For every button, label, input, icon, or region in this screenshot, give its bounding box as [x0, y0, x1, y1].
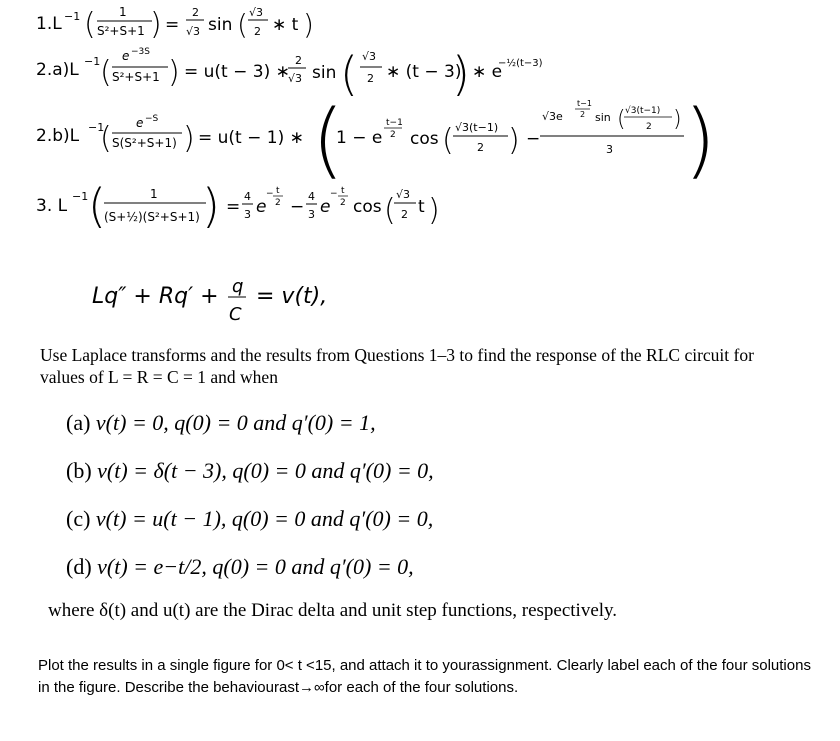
eq2a-arg-rparen: ) — [452, 47, 470, 101]
case-b-text: v(t) = δ(t − 3), q(0) = 0 and q′(0) = 0, — [97, 458, 434, 483]
case-c-label: (c) — [66, 506, 91, 531]
eq1-arg-num: √3 — [249, 6, 264, 19]
assignment-instructions: Plot the results in a single figure for 0< t <15, and attach it to yourassignment. Clearly label each of the four solutions in the figure. Describe the behaviourast→∞for each of the four solutions. — [38, 657, 811, 696]
case-a-label: (a) — [66, 410, 91, 435]
eq3-arg-rest: t — [418, 197, 425, 217]
eq2b-cos-arg-num: √3(t−1) — [455, 121, 499, 134]
eq2b-cos-arg-den: 2 — [477, 141, 484, 154]
eq3-e1: e — [256, 197, 267, 217]
eq2b-cos: cos — [410, 129, 439, 149]
ode-rhs: = v(t), — [256, 284, 328, 309]
eq2a-num-e: e — [122, 49, 130, 63]
eq2a-num-exp: −3S — [131, 47, 150, 57]
eq2a-arg-num: √3 — [362, 50, 377, 63]
eq2b-rparen: ) — [183, 121, 195, 156]
eq1-sin: sin — [208, 15, 233, 35]
case-b-label: (b) — [66, 458, 92, 483]
eq3-rparen: ) — [202, 179, 220, 233]
eq2b-cos-lparen: ( — [442, 123, 454, 158]
eq3-lparen: ( — [88, 179, 106, 233]
eq2b-frac-sin-arg-num: √3(t−1) — [625, 106, 661, 116]
eq2b-one-minus-e: 1 − e — [336, 128, 383, 148]
definitions-note: where δ(t) and u(t) are the Dirac delta and unit step functions, respectively. — [48, 600, 618, 621]
eq3-e1-exp-den: 2 — [275, 198, 281, 208]
eq2b-exp-den: 2 — [390, 130, 396, 140]
ode-equation — [0, 0, 840, 340]
eq3-e2-exp-num: t — [341, 186, 345, 196]
eq3-arg-lparen: ( — [384, 193, 396, 228]
case-c-text: v(t) = u(t − 1), q(0) = 0 and q′(0) = 0, — [95, 506, 434, 531]
eq3-c2-num: 4 — [308, 190, 315, 203]
case-a-text: v(t) = 0, q(0) = 0 and q′(0) = 1, — [95, 410, 376, 435]
case-b — [66, 458, 434, 484]
eq1-denominator: S²+S+1 — [97, 24, 145, 38]
eq2a-arg-rest: ∗ (t − 3) — [386, 62, 462, 82]
eq2b-minus: − — [526, 129, 541, 149]
eq2a-lparen: ( — [100, 55, 112, 90]
eq2b-inverse-sup: −1 — [88, 121, 105, 134]
eq2b-step: = u(t − 1) ∗ — [198, 128, 304, 148]
eq2a-arg-lparen: ( — [340, 47, 358, 101]
eq1-arg-den: 2 — [254, 25, 261, 38]
eq1-rparen: ) — [150, 7, 162, 42]
eq1-coef-den: √3 — [186, 25, 201, 38]
eq2b-frac-sin-rparen: ) — [673, 107, 682, 132]
eq2b-big-lparen: ( — [312, 93, 344, 188]
eq3-c1-den: 3 — [244, 208, 251, 221]
eq1-arg-rparen: ) — [303, 8, 314, 41]
case-d — [66, 554, 414, 580]
case-c — [66, 506, 433, 532]
eq2a-coef-num: 2 — [295, 54, 302, 67]
eq2a-tail-e: ∗ e — [472, 62, 503, 82]
eq3-e2-exp-minus: − — [330, 189, 338, 199]
problem-intro: Use Laplace transforms and the results from Questions 1–3 to find the response of the RLC circuit for values of L = R = C = 1 and when — [40, 345, 754, 387]
eq1-label: 1.L — [36, 14, 62, 34]
eq1-lparen: ( — [84, 7, 96, 42]
eq3-e1-exp-minus: − — [266, 189, 274, 199]
eq1-arg-lparen: ( — [237, 8, 248, 41]
eq3-c1-num: 4 — [244, 190, 251, 203]
eq2a-step: = u(t − 3) ∗ — [184, 62, 290, 82]
eq2a-inverse-sup: −1 — [84, 55, 101, 68]
eq3-label: 3. L — [36, 196, 68, 216]
eq1-numerator: 1 — [119, 5, 127, 19]
case-d-label: (d) — [66, 554, 92, 579]
eq2b-frac-sin-lparen: ( — [617, 107, 626, 132]
eq2a-tail-exp: −½(t−3) — [498, 58, 543, 69]
eq1-coef-num: 2 — [192, 6, 199, 19]
case-d-text: v(t) = e−t/2, q(0) = 0 and q′(0) = 0, — [97, 554, 414, 579]
eq3-minus: − — [290, 197, 305, 217]
eq2b-big-rparen: ) — [684, 93, 716, 188]
eq2b-frac-exp-den: 2 — [580, 110, 586, 119]
eq1-arg-rest: ∗ t — [272, 15, 299, 35]
eq2b-num-e: e — [136, 116, 144, 130]
eq2a-rparen: ) — [168, 55, 180, 90]
eq2a-arg-den: 2 — [367, 72, 374, 85]
ode-c: C — [229, 304, 242, 325]
eq2a-denominator: S²+S+1 — [112, 70, 160, 84]
eq2a-coef-den: √3 — [288, 72, 303, 85]
eq3-arg-num: √3 — [396, 188, 411, 201]
eq2b-label: 2.b)L — [36, 126, 80, 146]
eq2b-frac-sin: sin — [595, 111, 611, 124]
eq2a-label: 2.a)L — [36, 60, 79, 80]
eq2b-frac-num-a: √3e — [542, 110, 563, 123]
eq3-arg-den: 2 — [401, 208, 408, 221]
ode-q: q — [232, 276, 244, 297]
ode-lhs-a: Lq″ + Rq′ + — [92, 284, 219, 309]
eq2b-frac-den: 3 — [606, 143, 613, 156]
eq3-inverse-sup: −1 — [72, 190, 89, 203]
eq3-c2-den: 3 — [308, 208, 315, 221]
case-a — [66, 410, 376, 436]
eq2a-sin: sin — [312, 63, 337, 83]
eq3-e2-exp-den: 2 — [340, 198, 346, 208]
eq1-inverse-sup: −1 — [64, 10, 81, 23]
eq2b-frac-exp-num: t−1 — [577, 99, 592, 108]
eq2b-denominator: S(S²+S+1) — [112, 136, 177, 150]
eq2b-lparen: ( — [100, 121, 112, 156]
eq2b-cos-rparen: ) — [508, 123, 520, 158]
eq3-numerator: 1 — [150, 187, 158, 201]
eq3-cos: cos — [353, 197, 382, 217]
eq2b-frac-sin-arg-den: 2 — [646, 122, 652, 132]
eq2b-num-exp: −S — [145, 114, 159, 124]
eq3-denominator: (S+½)(S²+S+1) — [104, 210, 200, 224]
eq1-equals: = — [165, 15, 180, 35]
eq3-e1-exp-num: t — [276, 186, 280, 196]
eq3-arg-rparen: ) — [428, 193, 440, 228]
eq3-e2: e — [320, 197, 331, 217]
eq3-equals: = — [226, 197, 241, 217]
eq2b-exp-num: t−1 — [386, 118, 403, 128]
